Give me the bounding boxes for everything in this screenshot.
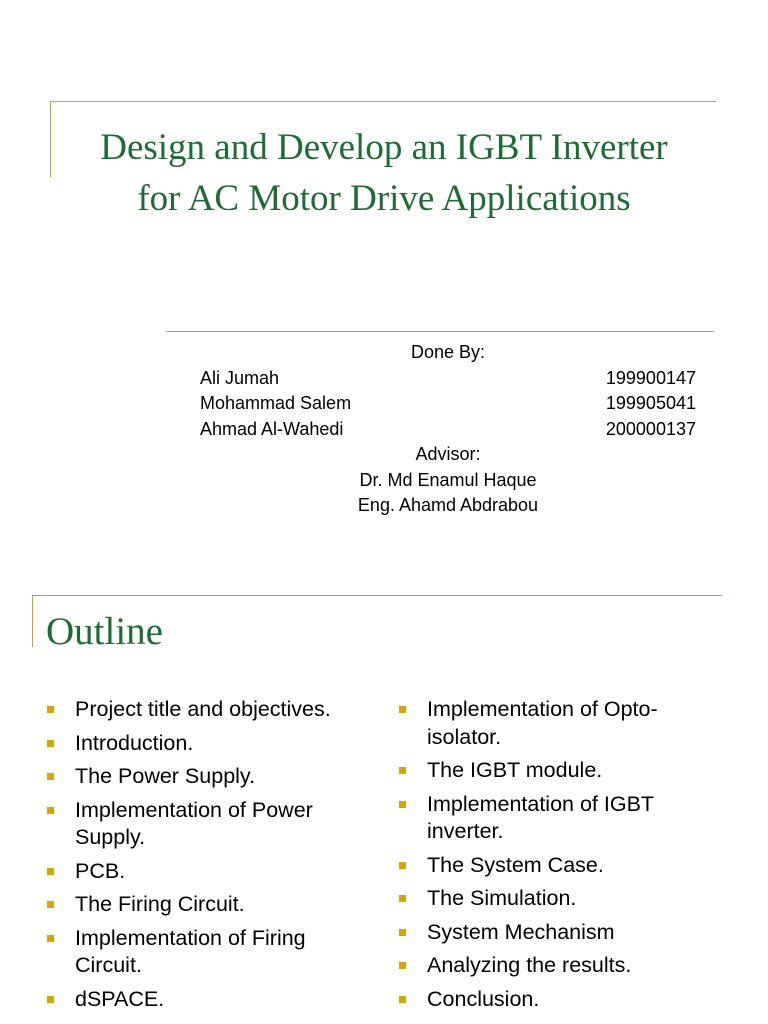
outline-item xyxy=(44,696,364,724)
outline-item xyxy=(396,986,726,1014)
team-member-id: 200000137 xyxy=(605,418,696,439)
outline-item-text: Implementation of Power Supply. xyxy=(75,797,313,849)
advisor-label: Advisor: xyxy=(415,444,481,464)
outline-frame-top-line xyxy=(32,595,722,596)
square-bullet-icon xyxy=(47,706,54,713)
outline-item xyxy=(396,757,726,785)
square-bullet-icon xyxy=(47,935,54,942)
outline-slide xyxy=(0,580,768,1024)
title-frame-top-line xyxy=(50,101,716,102)
outline-item-text: The Firing Circuit. xyxy=(75,892,245,916)
slide-title-line-1: Design and Develop an IGBT Inverter xyxy=(100,127,668,168)
square-bullet-icon xyxy=(47,901,54,908)
square-bullet-icon xyxy=(47,996,54,1003)
outline-item xyxy=(396,696,726,751)
outline-item-text: The Simulation. xyxy=(427,886,577,910)
square-bullet-icon xyxy=(399,862,406,869)
slide-title-line-2: for AC Motor Drive Applications xyxy=(137,178,631,219)
square-bullet-icon xyxy=(399,962,406,969)
outline-title: Outline xyxy=(46,610,163,653)
outline-item xyxy=(44,730,364,758)
outline-item-text: System Mechanism xyxy=(427,919,615,944)
outline-item-text: dSPACE. xyxy=(75,986,165,1011)
square-bullet-icon xyxy=(399,801,406,808)
outline-item-text: The Power Supply. xyxy=(75,764,256,788)
outline-item xyxy=(44,986,364,1014)
square-bullet-icon xyxy=(399,895,406,902)
outline-frame-left-line xyxy=(32,595,33,647)
square-bullet-icon xyxy=(399,767,406,774)
outline-item xyxy=(44,891,364,919)
team-member-row xyxy=(200,417,696,443)
outline-item xyxy=(396,919,726,947)
square-bullet-icon xyxy=(399,996,406,1003)
outline-item-text: Introduction. xyxy=(75,730,194,755)
slide-title xyxy=(52,122,716,224)
square-bullet-icon xyxy=(47,807,54,814)
outline-item xyxy=(396,952,726,980)
outline-item-text: The IGBT module. xyxy=(427,758,603,782)
outline-item-text: Implementation of Firing Circuit. xyxy=(75,925,306,977)
outline-list-right xyxy=(396,696,726,1019)
square-bullet-icon xyxy=(399,706,406,713)
outline-item-text: Conclusion. xyxy=(427,986,540,1011)
team-member-row xyxy=(200,366,696,392)
outline-item-text: PCB. xyxy=(75,858,126,883)
outline-item-text: Implementation of Opto-isolator. xyxy=(427,697,658,749)
team-member-name: Ali Jumah xyxy=(200,367,280,388)
outline-item xyxy=(396,885,726,913)
outline-item-text: Project title and objectives. xyxy=(75,697,331,721)
subtitle-divider-line xyxy=(166,331,714,332)
team-member-name: Ahmad Al-Wahedi xyxy=(200,418,344,439)
team-member-row xyxy=(200,391,696,417)
square-bullet-icon xyxy=(47,868,54,875)
credits-block xyxy=(200,340,696,519)
outline-item xyxy=(396,791,726,846)
square-bullet-icon xyxy=(47,773,54,780)
outline-item-text: Implementation of IGBT inverter. xyxy=(427,791,654,843)
outline-item xyxy=(396,852,726,880)
outline-item-text: Analyzing the results. xyxy=(427,953,632,977)
team-member-id: 199900147 xyxy=(605,367,696,388)
outline-item xyxy=(44,797,364,852)
advisor-name: Eng. Ahamd Abdrabou xyxy=(357,495,539,515)
outline-item xyxy=(44,763,364,791)
outline-item xyxy=(44,858,364,886)
outline-item xyxy=(44,925,364,980)
team-member-id: 199905041 xyxy=(605,393,696,413)
square-bullet-icon xyxy=(399,929,406,936)
title-frame-left-line xyxy=(50,101,51,177)
team-member-name: Mohammad Salem xyxy=(200,393,352,413)
done-by-label: Done By: xyxy=(410,342,486,362)
outline-item-text: The System Case. xyxy=(427,852,604,877)
outline-list-left xyxy=(44,696,364,1019)
advisor-name: Dr. Md Enamul Haque xyxy=(359,469,537,490)
square-bullet-icon xyxy=(47,740,54,747)
